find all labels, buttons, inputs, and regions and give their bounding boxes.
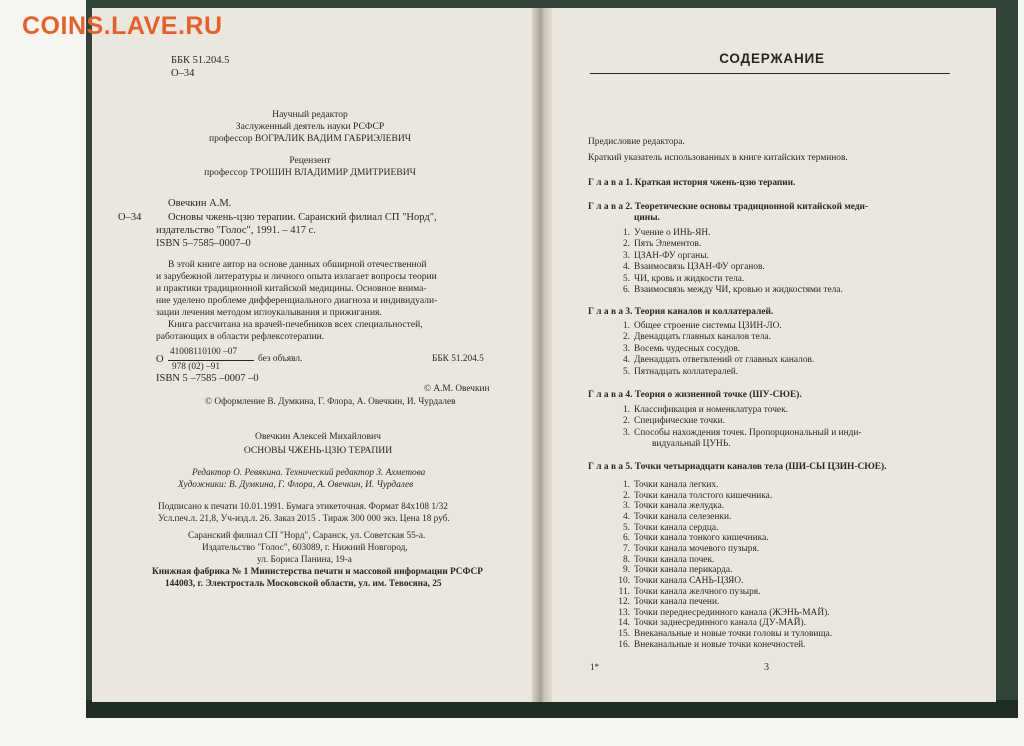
toc-item-number: 5. (622, 273, 630, 284)
annotation-line: и практики традиционной китайской медицины. Основное внима- (156, 283, 427, 294)
toc-item-number: 3. (622, 250, 630, 261)
toc-item-label: ЦЗАН-ФУ органы. (634, 250, 709, 261)
toc-item-label: Точки канала желчного пузыря. (634, 586, 761, 597)
toc-item-number: 4. (622, 355, 630, 366)
toc-item-label: Двенадцать ответвлений от главных каналов. (634, 355, 815, 366)
toc-item-label: Способы нахождения точек. Пропорциональный и инди- (634, 427, 862, 438)
toc-item-label: Точки переднесрединного канала (ЖЭНЬ-МАЙ). (634, 607, 830, 618)
toc-item-label: Точки заднесрединного канала (ДУ-МАЙ). (634, 618, 806, 629)
toc-item-label: Пять Элементов. (634, 239, 702, 250)
isbn-bottom: ISBN 5 –7585 –0007 –0 (156, 373, 259, 384)
credits-editors: Редактор О. Ревякина. Технический редактор З. Ахметова (192, 468, 426, 478)
contents-title: СОДЕРЖАНИЕ (719, 51, 825, 66)
toc-item (616, 274, 744, 285)
editor-role: Научный редактор (272, 109, 348, 120)
copyright-design: © Оформление В. Думкина, Г. Флора, А. Овечкин, И. Чурдалев (205, 397, 456, 407)
toc-item-label: Общее строение системы ЦЗИН-ЛО. (634, 321, 782, 331)
editor-name: профессор ВОГРАЛИК ВАДИМ ГАБРИЭЛЕВИЧ (208, 133, 412, 144)
toc-item-number: 7. (622, 543, 630, 554)
isbn-top: ISBN 5–7585–0007–0 (156, 238, 251, 249)
book-gutter (532, 8, 552, 702)
toc-item-number: 5. (622, 522, 630, 533)
toc-item-number: 1. (622, 228, 630, 238)
fraction-denominator: 978 (02) –91 (172, 362, 221, 372)
fraction-line (168, 360, 254, 361)
toc-item (616, 321, 782, 332)
bbk-code-top: ББК 51.204.5 (171, 55, 230, 66)
toc-item (616, 428, 862, 439)
contents-rule (590, 73, 950, 74)
toc-item-label: Взаимосвязь между ЧИ, кровью и жидкостями тела. (634, 285, 843, 295)
toc-item-label: Точки канала толстого кишечника. (634, 490, 773, 501)
toc-item-number: 1. (622, 321, 630, 331)
toc-item-label: Точки канала мочевого пузыря. (634, 543, 760, 554)
toc-item (616, 480, 718, 491)
toc-item (616, 597, 719, 608)
book-code-left: О–34 (118, 212, 142, 223)
toc-item (616, 640, 806, 651)
toc-item-label: Точки канала тонкого кишечника. (634, 533, 769, 544)
author-full: Овечкин Алексей Михайлович (255, 431, 381, 442)
toc-item-number: 8. (622, 554, 630, 565)
toc-item-number: 6. (622, 285, 630, 295)
toc-item (616, 491, 772, 502)
toc-item-number: 2. (622, 490, 630, 501)
toc-item-number: 14. (618, 618, 630, 629)
toc-item-number: 13. (618, 607, 630, 618)
toc-item (616, 555, 714, 566)
toc-item-label: Восемь чудесных сосудов. (634, 343, 741, 354)
toc-item-label: Взаимосвязь ЦЗАН-ФУ органов. (634, 262, 765, 273)
toc-item-number: 9. (622, 565, 630, 576)
toc-item-label: Пятнадцать коллатералей. (634, 366, 739, 377)
toc-item-number: 12. (618, 597, 630, 608)
toc-item (616, 416, 725, 427)
publisher-line: ул. Бориса Панина, 19-а (257, 555, 352, 565)
toc-item (616, 501, 724, 512)
toc-item-number: 16. (618, 639, 630, 650)
toc-chapter-5: Г л а в а 5. Точки четырнадцати каналов тела (ШИ-СЫ ЦЗИН-СЮЕ). (588, 462, 887, 472)
toc-item (616, 344, 740, 355)
citation-line-2: издательство "Голос", 1991. – 417 с. (156, 225, 316, 236)
toc-chapter-2-cont: цины. (634, 213, 660, 223)
toc-item (616, 228, 711, 239)
reviewer-role: Рецензент (289, 155, 331, 166)
toc-item-number: 3. (622, 427, 630, 438)
bbk-code-bottom: ББК 51.204.5 (432, 354, 484, 364)
toc-item-number: 3. (622, 343, 630, 354)
toc-item-label: Внеканальные и новые точки головы и туловища. (634, 629, 833, 640)
toc-item (616, 405, 788, 416)
toc-item-label: ЧИ, кровь и жидкости тела. (634, 273, 745, 284)
toc-item (616, 544, 759, 555)
citation-line-1: Основы чжень-цзю терапии. Саранский филиал СП "Норд", (168, 212, 437, 223)
toc-item (616, 533, 769, 544)
toc-item-number: 2. (622, 239, 630, 250)
toc-item-label: Точки канала селезенки. (634, 511, 732, 522)
reviewer-name: профессор ТРОШИН ВЛАДИМИР ДМИТРИЕВИЧ (204, 167, 416, 178)
toc-item-label: Точки канала САНЬ-ЦЗЯО. (634, 575, 744, 586)
toc-item-label: Учение о ИНЬ-ЯН. (634, 228, 711, 238)
toc-item-number: 10. (618, 575, 630, 586)
fraction-prefix: О (156, 354, 164, 365)
toc-item (616, 576, 743, 587)
toc-item-label: Точки канала печени. (634, 597, 720, 608)
toc-item-number: 3. (622, 501, 630, 512)
printer-line: Книжная фабрика № 1 Министерства печати и массовой информации РСФСР (152, 567, 483, 577)
toc-item (616, 367, 738, 378)
toc-item-label: Точки канала сердца. (634, 522, 719, 533)
toc-item-label: Классификация и номенклатура точек. (634, 405, 788, 415)
toc-item-number: 11. (618, 586, 630, 597)
toc-chapter-3: Г л а в а 3. Теория каналов и коллатералей. (588, 307, 774, 317)
toc-item-number: 2. (622, 416, 630, 427)
watermark: COINS.LAVE.RU (22, 12, 223, 40)
toc-preface: Предисловие редактора. (588, 137, 685, 147)
fraction-numerator: 41008110100 –07 (170, 347, 238, 357)
toc-item (616, 332, 771, 343)
toc-item-number: 6. (622, 533, 630, 544)
toc-item (616, 629, 832, 640)
no-ad-note: без объявл. (258, 354, 303, 364)
page-number: 3 (764, 662, 769, 673)
toc-item (616, 355, 814, 366)
toc-chapter-4: Г л а в а 4. Теория о жизненной точке (ШУ-СЮЕ). (588, 390, 802, 400)
toc-item-label: Двенадцать главных каналов тела. (634, 332, 771, 343)
annotation-line: и зарубежной литературы и личного опыта излагает вопросы теории (156, 271, 437, 282)
toc-item (616, 618, 806, 629)
toc-item-label: Точки канала перикарда. (634, 565, 733, 576)
print-info-line: Усл.печ.л. 21,8, Уч-изд.л. 26. Заказ 2015 . Тираж 300 000 экз. Цена 18 руб. (158, 514, 450, 524)
toc-item-number: 1. (622, 405, 630, 415)
print-info-line: Подписано к печати 10.01.1991. Бумага этикеточная. Формат 84х108 1/32 (158, 502, 448, 512)
toc-chapter-4-cont: видуальный ЦУНЬ. (652, 439, 731, 449)
credits-artists: Художники: В. Думкина, Г. Флора, А. Овечкин, И. Чурдалев (178, 480, 414, 490)
toc-item-number: 4. (622, 511, 630, 522)
annotation-line: В этой книге автор на основе данных обширной отечественной (168, 259, 427, 270)
toc-item-number: 1. (622, 480, 630, 490)
toc-item (616, 565, 732, 576)
editor-title: Заслуженный деятель науки РСФСР (235, 121, 385, 132)
annotation-line: зации лечения методом иглоукалывания и прижигания. (156, 307, 382, 318)
toc-item-number: 15. (618, 629, 630, 640)
annotation-line: Книга рассчитана на врачей-печебников всех специальностей, (168, 319, 423, 330)
toc-item (616, 587, 760, 598)
toc-item-number: 5. (622, 366, 630, 377)
toc-chapter-1: Г л а в а 1. Краткая история чжень-цзю терапии. (588, 178, 796, 188)
toc-item-number: 4. (622, 262, 630, 273)
cover-edge (86, 700, 1018, 718)
toc-item-label: Внеканальные и новые точки конечностей. (634, 639, 806, 650)
toc-item (616, 285, 843, 296)
toc-glossary: Краткий указатель использованных в книге китайских терминов. (588, 153, 848, 163)
author-short: Овечкин А.М. (168, 198, 232, 209)
annotation-line: работающих в области рефлексотерапии. (156, 331, 325, 342)
signature-mark: 1* (590, 662, 599, 672)
toc-item (616, 523, 718, 534)
toc-item (616, 262, 765, 273)
toc-item (616, 251, 709, 262)
publisher-line: Издательство "Голос", 603089, г. Нижний Новгород, (202, 543, 408, 553)
book-title: ОСНОВЫ ЧЖЕНЬ-ЦЗЮ ТЕРАПИИ (243, 445, 393, 456)
toc-item-label: Точки канала желудка. (634, 501, 725, 512)
annotation-line: ние уделено проблеме дифференциального диагноза и индивидуали- (156, 295, 438, 306)
printer-line: 144003, г. Электросталь Московской области, ул. им. Тевосяна, 25 (165, 579, 442, 589)
copyright-author: © А.М. Овечкин (424, 384, 490, 394)
book-code-top: О–34 (171, 68, 195, 79)
toc-item (616, 512, 731, 523)
toc-item-number: 2. (622, 332, 630, 343)
toc-item (616, 239, 701, 250)
toc-item-label: Точки канала почек. (634, 554, 715, 565)
toc-chapter-2: Г л а в а 2. Теоретические основы традиционной китайской меди- (588, 202, 869, 212)
toc-item-label: Точки канала легких. (634, 480, 719, 490)
publisher-line: Саранский филиал СП "Норд", Саранск, ул. Советская 55-а. (188, 531, 426, 541)
toc-item-label: Специфические точки. (634, 416, 725, 427)
